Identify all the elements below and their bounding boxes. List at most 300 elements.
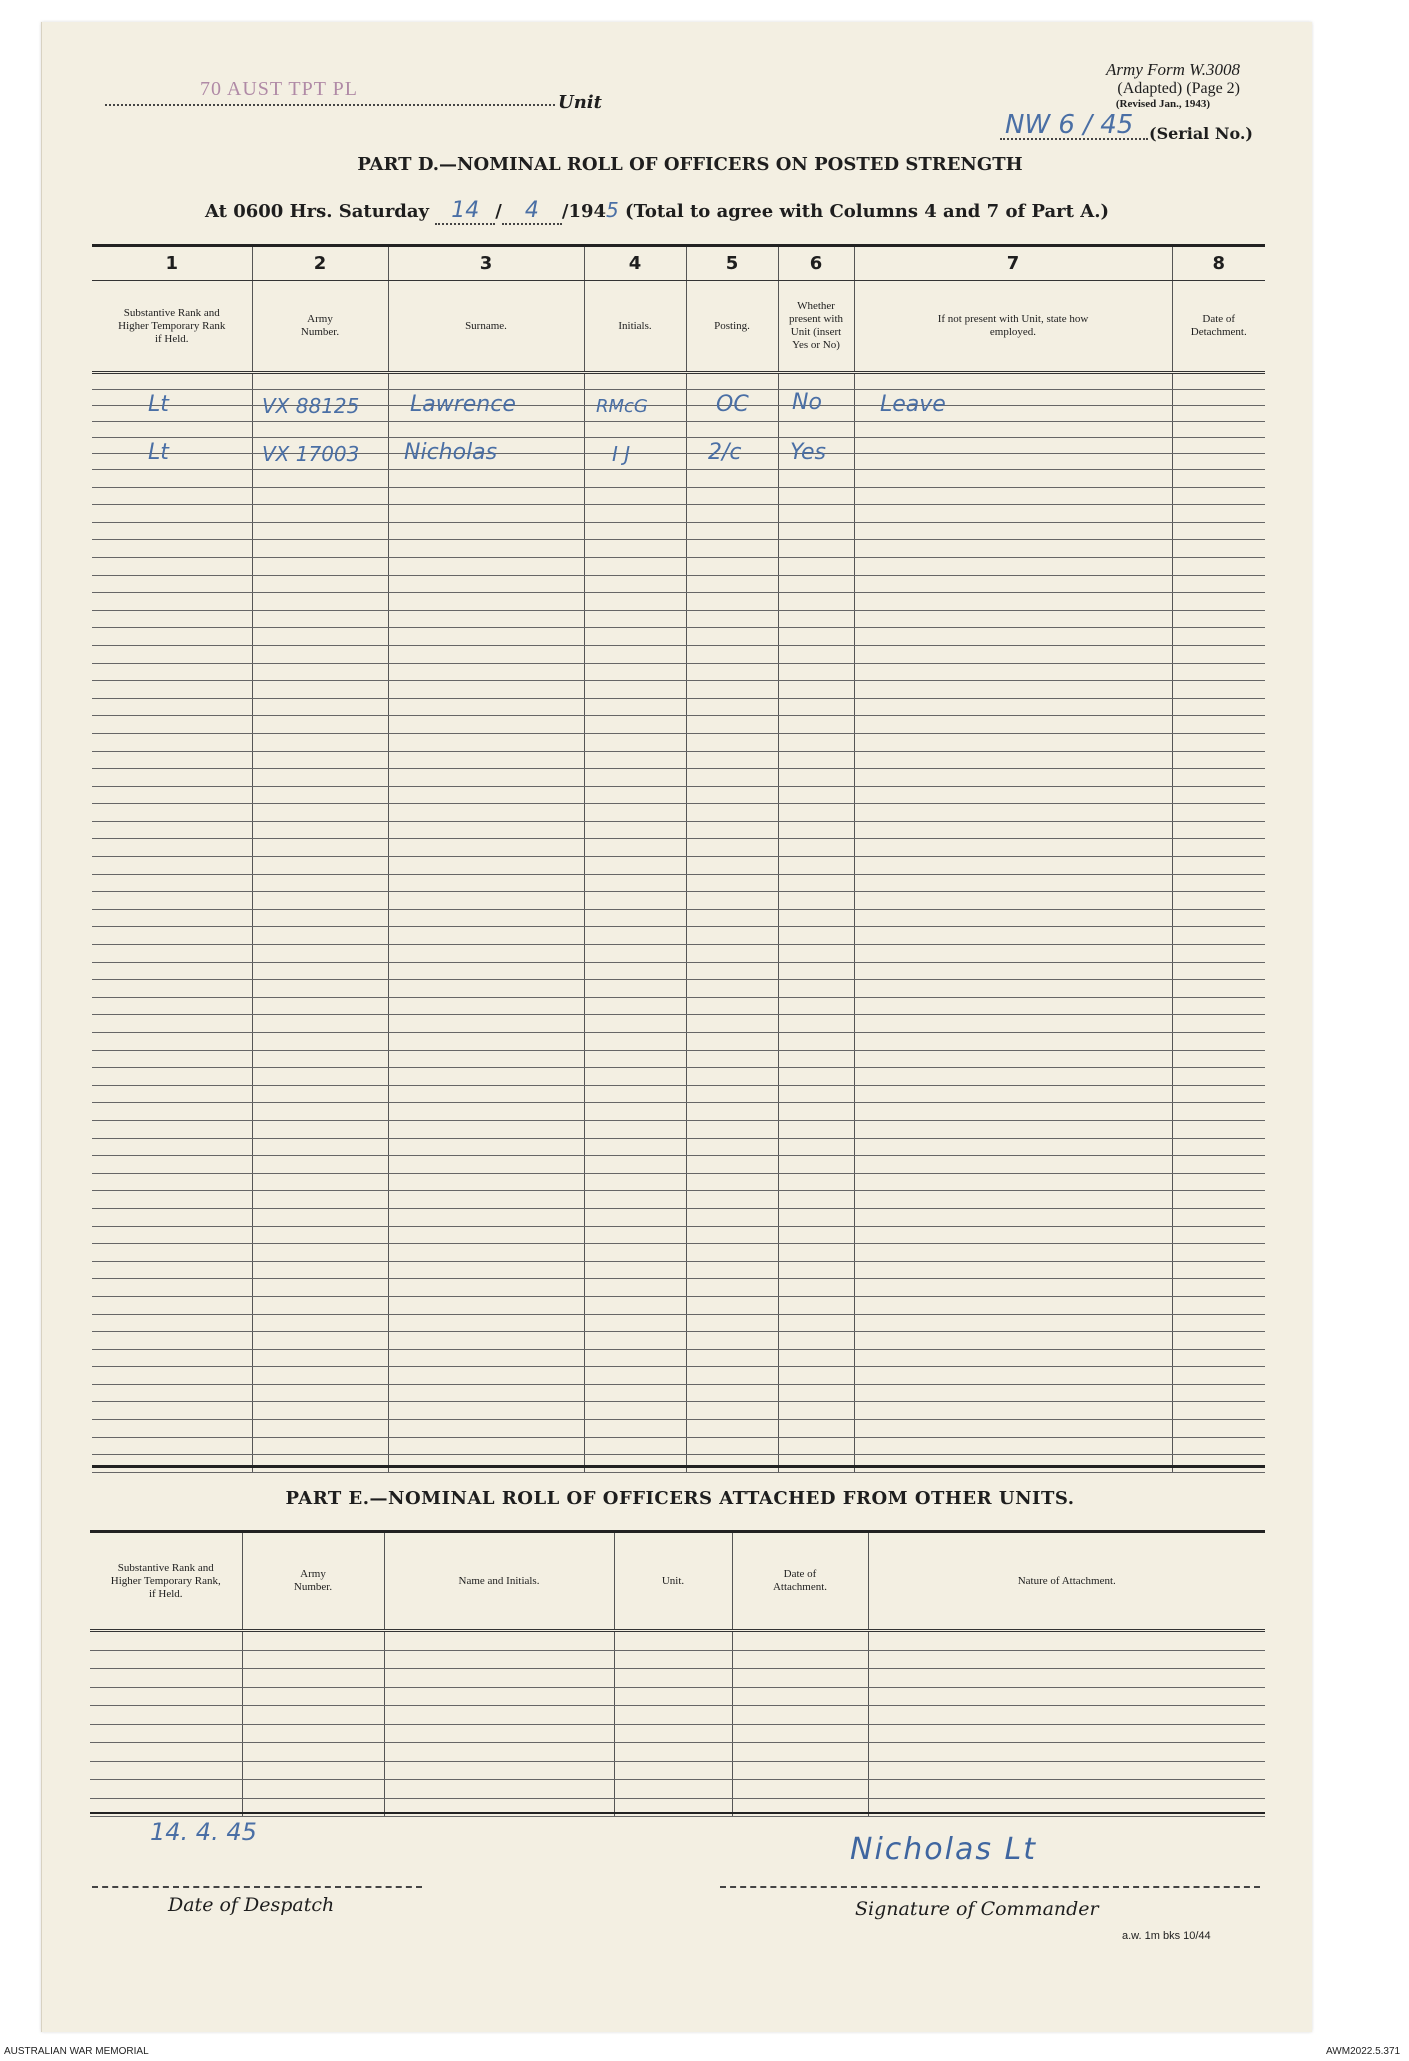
table-cell: [252, 1015, 388, 1033]
table-cell: [92, 927, 252, 945]
header-posting: Posting.: [686, 281, 778, 373]
table-cell: [854, 1314, 1172, 1332]
table-cell: [388, 1384, 584, 1402]
table-row: [92, 821, 1265, 839]
table-cell: [1172, 645, 1265, 663]
table-cell: [252, 575, 388, 593]
table-cell: [686, 945, 778, 963]
table-cell: [854, 575, 1172, 593]
table-row: [90, 1780, 1265, 1799]
table-cell: [686, 1420, 778, 1438]
table-cell: [854, 628, 1172, 646]
table-cell: [584, 1314, 686, 1332]
table-cell: [92, 593, 252, 611]
despatch-date: 14. 4. 45: [150, 1818, 257, 1846]
table-cell: [854, 1402, 1172, 1420]
table-cell: [584, 1208, 686, 1226]
table-cell: [686, 857, 778, 875]
table-cell: [686, 1244, 778, 1262]
table-cell: [388, 422, 584, 438]
table-cell: [686, 698, 778, 716]
table-cell: [388, 628, 584, 646]
table-cell: [778, 1015, 854, 1033]
table-cell: [732, 1650, 868, 1669]
table-row: [92, 1085, 1265, 1103]
table-cell: [388, 1173, 584, 1191]
table-cell: [778, 373, 854, 390]
table-cell: [252, 892, 388, 910]
row1-rank: Lt: [148, 392, 169, 417]
table-cell: [778, 1332, 854, 1350]
print-code: a.w. 1m bks 10/44: [1122, 1930, 1211, 1942]
table-cell: [1172, 945, 1265, 963]
part-e-title: PART E.—NOMINAL ROLL OF OFFICERS ATTACHED FROM OTHER UNITS.: [285, 1488, 1075, 1509]
table-cell: [686, 786, 778, 804]
table-cell: [584, 1050, 686, 1068]
table-cell: [1172, 821, 1265, 839]
table-cell: [614, 1650, 732, 1669]
table-cell: [92, 1068, 252, 1086]
table-cell: [92, 1226, 252, 1244]
table-cell: [388, 540, 584, 558]
serial-number: NW 6 / 45: [1005, 110, 1134, 140]
col-num-8: 8: [1172, 247, 1265, 281]
table-cell: [388, 1349, 584, 1367]
table-cell: [384, 1761, 614, 1780]
table-cell: [92, 909, 252, 927]
col-num-1: 1: [92, 247, 252, 281]
table-cell: [778, 927, 854, 945]
table-cell: [92, 373, 252, 390]
table-cell: [854, 645, 1172, 663]
table-cell: [1172, 557, 1265, 575]
table-cell: [686, 839, 778, 857]
table-cell: [388, 1402, 584, 1420]
header-initials: Initials.: [584, 281, 686, 373]
table-cell: [242, 1743, 384, 1762]
table-cell: [388, 980, 584, 998]
table-cell: [92, 874, 252, 892]
table-cell: [388, 839, 584, 857]
table-cell: [686, 1279, 778, 1297]
table-cell: [732, 1724, 868, 1743]
table-cell: [854, 716, 1172, 734]
table-cell: [388, 610, 584, 628]
table-cell: [388, 804, 584, 822]
table-cell: [584, 1085, 686, 1103]
table-cell: [252, 593, 388, 611]
table-cell: [686, 1138, 778, 1156]
table-cell: [252, 1191, 388, 1209]
table-cell: [388, 1226, 584, 1244]
table-cell: [584, 769, 686, 787]
table-cell: [854, 1068, 1172, 1086]
table-row: [92, 610, 1265, 628]
table-cell: [252, 487, 388, 505]
table-cell: [778, 1367, 854, 1385]
table-cell: [686, 804, 778, 822]
table-cell: [584, 663, 686, 681]
table-cell: [92, 540, 252, 558]
table-cell: [686, 980, 778, 998]
table-cell: [90, 1631, 242, 1651]
table-row: [92, 522, 1265, 540]
table-cell: [584, 1437, 686, 1455]
table-cell: [584, 1384, 686, 1402]
table-cell: [384, 1631, 614, 1651]
table-cell: [584, 593, 686, 611]
table-cell: [686, 1437, 778, 1455]
table-cell: [778, 1349, 854, 1367]
table-cell: [614, 1631, 732, 1651]
table-cell: [388, 909, 584, 927]
table-cell: [90, 1650, 242, 1669]
table-row: [92, 997, 1265, 1015]
row2-army-number: VX 17003: [262, 442, 360, 466]
table-cell: [584, 438, 686, 454]
table-cell: [868, 1706, 1265, 1725]
table-row: [92, 786, 1265, 804]
table-row: [92, 1015, 1265, 1033]
table-cell: [252, 1279, 388, 1297]
table-cell: [584, 1015, 686, 1033]
table-cell: [1172, 892, 1265, 910]
table-cell: [388, 487, 584, 505]
table-cell: [778, 892, 854, 910]
table-cell: [92, 628, 252, 646]
table-cell: [1172, 1384, 1265, 1402]
table-cell: [584, 786, 686, 804]
table-cell: [614, 1669, 732, 1688]
table-cell: [388, 505, 584, 523]
table-row: [92, 1173, 1265, 1191]
unit-line: [105, 78, 555, 108]
table-cell: [388, 733, 584, 751]
table-cell: [686, 1261, 778, 1279]
table-cell: [854, 1085, 1172, 1103]
table-cell: [90, 1743, 242, 1762]
table-cell: [92, 390, 252, 406]
form-adapted: (Adapted) (Page 2): [1117, 80, 1240, 97]
table-cell: [92, 945, 252, 963]
table-cell: [868, 1761, 1265, 1780]
table-cell: [252, 610, 388, 628]
table-cell: [1172, 470, 1265, 488]
table-cell: [854, 1244, 1172, 1262]
table-cell: [388, 1279, 584, 1297]
table-row: [92, 1367, 1265, 1385]
table-cell: [1172, 1156, 1265, 1174]
table-cell: [854, 1437, 1172, 1455]
table-cell: [686, 1455, 778, 1473]
table-cell: [584, 1033, 686, 1051]
table-cell: [388, 593, 584, 611]
table-cell: [388, 945, 584, 963]
despatch-label: Date of Despatch: [168, 1894, 335, 1916]
table-cell: [854, 733, 1172, 751]
table-cell: [686, 1120, 778, 1138]
table-cell: [242, 1687, 384, 1706]
table-cell: [92, 575, 252, 593]
table-cell: [686, 422, 778, 438]
table-cell: [252, 1156, 388, 1174]
table-cell: [90, 1761, 242, 1780]
table-cell: [92, 1085, 252, 1103]
table-cell: [388, 769, 584, 787]
table-cell: [388, 575, 584, 593]
table-cell: [686, 1384, 778, 1402]
table-cell: [686, 1349, 778, 1367]
table-cell: [778, 557, 854, 575]
table-cell: [778, 575, 854, 593]
table-cell: [92, 1120, 252, 1138]
table-row: [92, 927, 1265, 945]
table-cell: [1172, 997, 1265, 1015]
table-row: [90, 1706, 1265, 1725]
form-revised: (Revised Jan., 1943): [1115, 98, 1210, 110]
table-cell: [854, 1156, 1172, 1174]
table-cell: [854, 1208, 1172, 1226]
table-cell: [92, 751, 252, 769]
table-cell: [242, 1631, 384, 1651]
table-row: [92, 1261, 1265, 1279]
table-cell: [252, 804, 388, 822]
table-cell: [778, 962, 854, 980]
table-cell: [854, 839, 1172, 857]
table-row: [92, 751, 1265, 769]
table-cell: [778, 645, 854, 663]
table-cell: [252, 540, 388, 558]
table-cell: [854, 373, 1172, 390]
table-cell: [92, 1437, 252, 1455]
table-cell: [252, 663, 388, 681]
table-cell: [1172, 698, 1265, 716]
table-cell: [92, 804, 252, 822]
table-cell: [778, 1103, 854, 1121]
table-cell: [854, 505, 1172, 523]
table-cell: [686, 373, 778, 390]
table-cell: [686, 593, 778, 611]
table-cell: [584, 557, 686, 575]
table-cell: [778, 839, 854, 857]
table-cell: [388, 1120, 584, 1138]
table-cell: [778, 1173, 854, 1191]
table-cell: [252, 1420, 388, 1438]
row2-surname: Nicholas: [404, 440, 498, 465]
table-cell: [384, 1780, 614, 1799]
table-row: [92, 1332, 1265, 1350]
table-cell: [90, 1706, 242, 1725]
table-cell: [1172, 1455, 1265, 1473]
table-cell: [252, 1455, 388, 1473]
table-cell: [854, 997, 1172, 1015]
e-header-rank: Substantive Rank and Higher Temporary Rank, if Held.: [90, 1533, 242, 1631]
table-cell: [388, 962, 584, 980]
table-cell: [1172, 1120, 1265, 1138]
table-cell: [584, 1367, 686, 1385]
table-cell: [686, 716, 778, 734]
table-cell: [686, 733, 778, 751]
table-cell: [584, 1173, 686, 1191]
table-row: [92, 909, 1265, 927]
table-cell: [252, 1085, 388, 1103]
table-cell: [854, 1455, 1172, 1473]
column-number-row: [92, 247, 1265, 281]
table-cell: [1172, 1226, 1265, 1244]
col-num-2: 2: [252, 247, 388, 281]
table-cell: [388, 1191, 584, 1209]
table-cell: [584, 487, 686, 505]
table-cell: [388, 892, 584, 910]
table-cell: [1172, 422, 1265, 438]
table-cell: [1172, 522, 1265, 540]
table-cell: [854, 438, 1172, 454]
table-cell: [388, 1085, 584, 1103]
table-cell: [854, 927, 1172, 945]
table-cell: [584, 927, 686, 945]
table-cell: [92, 610, 252, 628]
table-cell: [854, 1120, 1172, 1138]
table-cell: [778, 1226, 854, 1244]
table-cell: [686, 892, 778, 910]
table-cell: [242, 1761, 384, 1780]
table-cell: [1172, 962, 1265, 980]
table-cell: [90, 1724, 242, 1743]
table-cell: [854, 1367, 1172, 1385]
table-cell: [778, 874, 854, 892]
table-row: [90, 1669, 1265, 1688]
table-cell: [584, 857, 686, 875]
table-cell: [686, 681, 778, 699]
table-cell: [252, 1402, 388, 1420]
table-cell: [252, 751, 388, 769]
table-cell: [92, 1384, 252, 1402]
table-cell: [92, 786, 252, 804]
table-row: [90, 1761, 1265, 1780]
table-cell: [388, 1050, 584, 1068]
table-cell: [252, 980, 388, 998]
table-cell: [854, 857, 1172, 875]
table-cell: [384, 1724, 614, 1743]
table-cell: [1172, 390, 1265, 406]
table-cell: [1172, 909, 1265, 927]
table-cell: [778, 628, 854, 646]
table-cell: [686, 1103, 778, 1121]
row2-initials: I J: [612, 442, 631, 466]
table-cell: [686, 1314, 778, 1332]
table-cell: [584, 1244, 686, 1262]
table-cell: [92, 1103, 252, 1121]
table-cell: [778, 505, 854, 523]
table-cell: [388, 1437, 584, 1455]
table-cell: [854, 1103, 1172, 1121]
table-cell: [854, 681, 1172, 699]
table-cell: [854, 821, 1172, 839]
table-cell: [92, 1296, 252, 1314]
table-row: [92, 663, 1265, 681]
table-cell: [778, 1455, 854, 1473]
table-cell: [1172, 1033, 1265, 1051]
table-cell: [778, 1033, 854, 1051]
table-cell: [252, 1173, 388, 1191]
table-cell: [854, 470, 1172, 488]
table-cell: [92, 1033, 252, 1051]
table-cell: [92, 1420, 252, 1438]
table-cell: [854, 663, 1172, 681]
table-row: [92, 557, 1265, 575]
table-cell: [92, 1261, 252, 1279]
serial-label: (Serial No.): [1149, 124, 1253, 143]
table-cell: [388, 373, 584, 390]
e-header-name: Name and Initials.: [384, 1533, 614, 1631]
table-cell: [92, 1050, 252, 1068]
e-header-army-number: Army Number.: [242, 1533, 384, 1631]
table-cell: [384, 1650, 614, 1669]
table-cell: [1172, 980, 1265, 998]
table-cell: [778, 1191, 854, 1209]
table-cell: [92, 1015, 252, 1033]
table-cell: [1172, 373, 1265, 390]
table-cell: [584, 892, 686, 910]
table-cell: [584, 610, 686, 628]
table-cell: [1172, 1050, 1265, 1068]
table-row: [92, 540, 1265, 558]
table-cell: [252, 1367, 388, 1385]
table-cell: [242, 1669, 384, 1688]
table-cell: [854, 610, 1172, 628]
table-cell: [1172, 1332, 1265, 1350]
table-cell: [778, 681, 854, 699]
table-cell: [92, 645, 252, 663]
table-cell: [1172, 1420, 1265, 1438]
table-cell: [614, 1687, 732, 1706]
table-cell: [686, 1402, 778, 1420]
table-cell: [1172, 487, 1265, 505]
table-cell: [92, 1244, 252, 1262]
table-cell: [388, 645, 584, 663]
table-cell: [868, 1743, 1265, 1762]
table-cell: [252, 645, 388, 663]
table-cell: [252, 628, 388, 646]
table-cell: [242, 1650, 384, 1669]
table-cell: [584, 804, 686, 822]
table-cell: [92, 454, 252, 470]
table-cell: [252, 1437, 388, 1455]
table-row: [92, 593, 1265, 611]
unit-stamp: 70 AUST TPT PL: [200, 78, 358, 100]
table-row: [92, 839, 1265, 857]
table-row: [92, 945, 1265, 963]
table-cell: [778, 1156, 854, 1174]
table-cell: [1172, 751, 1265, 769]
col-num-4: 4: [584, 247, 686, 281]
archive-left: AUSTRALIAN WAR MEMORIAL: [4, 2046, 149, 2057]
table-cell: [92, 857, 252, 875]
table-cell: [854, 980, 1172, 998]
table-cell: [854, 1279, 1172, 1297]
table-cell: [92, 733, 252, 751]
table-cell: [388, 1367, 584, 1385]
table-cell: [388, 821, 584, 839]
table-cell: [778, 804, 854, 822]
table-row: [92, 645, 1265, 663]
table-cell: [1172, 1279, 1265, 1297]
table-cell: [854, 1332, 1172, 1350]
table-cell: [252, 962, 388, 980]
table-row: [92, 1208, 1265, 1226]
table-cell: [584, 1296, 686, 1314]
table-cell: [686, 1033, 778, 1051]
